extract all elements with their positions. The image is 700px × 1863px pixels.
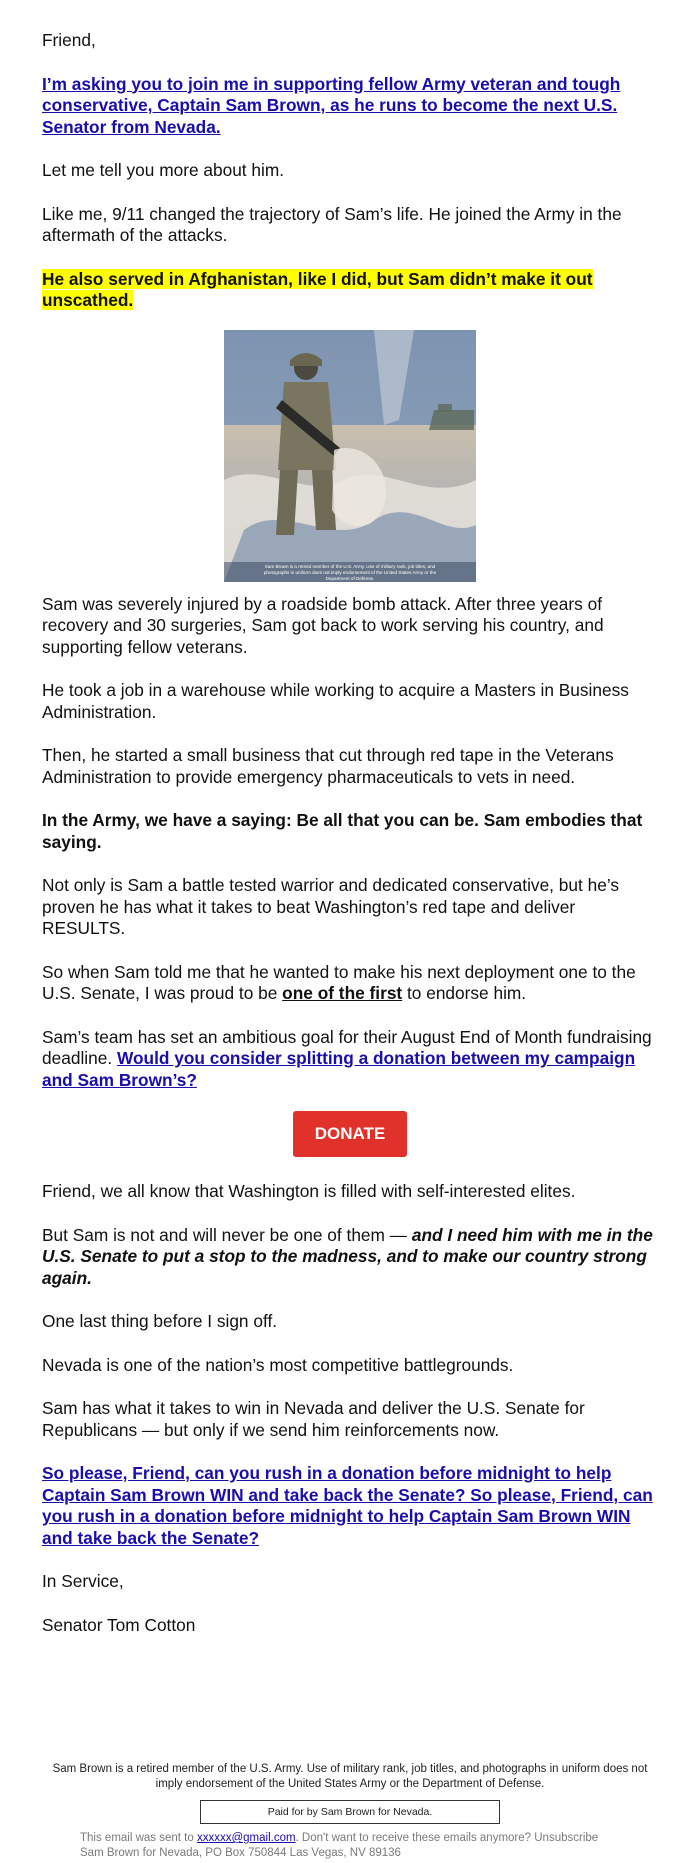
email-footer	[42, 1762, 658, 1861]
svg-text:Department of Defense.: Department of Defense.	[325, 575, 375, 581]
business-paragraph: Then, he started a small business that cut through red tape in the Veterans Administration to provide emergency pharmaceuticals to vets in need.	[42, 745, 614, 787]
split-donation-link[interactable]: Would you consider splitting a donation between my campaign and Sam Brown’s?	[42, 1048, 636, 1090]
warehouse-paragraph: He took a job in a warehouse while working to acquire a Masters in Business Administration.	[42, 680, 629, 722]
afghanistan-highlight: He also served in Afghanistan, like I did, but Sam didn’t make it out unscathed.	[42, 268, 593, 310]
signoff: In Service,	[42, 1571, 124, 1591]
sam-brown-photo	[224, 330, 476, 582]
not-only-paragraph: Not only is Sam a battle tested warrior and dedicated conservative, but he’s proven he has what it takes to beat Washington’s red tape and deliver RESULTS.	[42, 875, 619, 938]
injured-paragraph: Sam was severely injured by a roadside bomb attack. After three years of recovery and 30 surgeries, Sam got back to work serving his country, and supporting fellow veterans.	[42, 593, 604, 657]
unsubscribe-text[interactable]: . Don't want to receive these emails anymore? Unsubscribe	[295, 1832, 599, 1844]
intro-paragraph	[42, 74, 658, 139]
nine-eleven-paragraph: Like me, 9/11 changed the trajectory of Sam’s life. He joined the Army in the aftermath of the attacks.	[42, 203, 622, 245]
madness-emphasis: and I need him with me in the U.S. Senate to put a stop to the madness, and to make our country strong again.	[42, 1224, 653, 1288]
endorse-paragraph	[42, 962, 658, 1005]
army-saying-paragraph: In the Army, we have a saying: Be all that you can be. Sam embodies that saying.	[42, 810, 643, 852]
soldier-photo-image	[224, 330, 476, 582]
nevada-paragraph: Nevada is one of the nation’s most competitive battlegrounds.	[42, 1354, 514, 1375]
afghanistan-paragraph	[42, 269, 658, 312]
mailing-address: Sam Brown for Nevada, PO Box 750844 Las Vegas, NV 89136	[80, 1847, 401, 1859]
donate-button-row	[42, 1111, 658, 1157]
intro-donate-link[interactable]: I’m asking you to join me in supporting fellow Army veteran and tough conservative, Captain Sam Brown, as he runs to become the next U.S. Senator from Nevada.	[42, 73, 621, 137]
tell-more-paragraph: Let me tell you more about him.	[42, 160, 285, 180]
greeting: Friend,	[42, 30, 96, 50]
endorse-text-before: So when Sam told me that he wanted to make his next deployment one to the U.S. Senate, I was proud to be	[42, 961, 636, 1003]
paid-for-box: Paid for by Sam Brown for Nevada.	[200, 1800, 500, 1824]
sent-to-prefix: This email was sent to	[80, 1832, 197, 1844]
elites-paragraph: Friend, we all know that Washington is filled with self-interested elites.	[42, 1181, 576, 1201]
final-donate-link[interactable]: So please, Friend, can you rush in a donation before midnight to help Captain Sam Brown WIN and take back the Senate? So please, Friend, can you rush in a donation before midnight to help Captain Sam Brown WIN and take back the Senate?	[42, 1463, 653, 1548]
goal-text: Sam’s team has set an ambitious goal for their August End of Month fundraising deadline.	[42, 1026, 652, 1068]
endorse-text-after: to endorse him.	[402, 983, 527, 1003]
madness-text: But Sam is not and will never be one of them —	[42, 1224, 412, 1245]
win-paragraph: Sam has what it takes to win in Nevada and deliver the U.S. Senate for Republicans — but only if we send him reinforcements now.	[42, 1398, 585, 1440]
recipient-email-link[interactable]: xxxxxx@gmail.com	[196, 1832, 296, 1844]
signature: Senator Tom Cotton	[42, 1614, 196, 1635]
donate-button[interactable]: DONATE	[293, 1111, 407, 1157]
final-appeal-paragraph	[42, 1463, 658, 1549]
unsubscribe-line	[42, 1831, 658, 1846]
svg-text:photographs in uniform does no: photographs in uniform does not imply endorsement of the United States Army or the	[263, 569, 437, 575]
email-body	[42, 30, 658, 1658]
madness-paragraph	[42, 1225, 658, 1290]
svg-text:Sam Brown is a retired member: Sam Brown is a retired member of the U.S. Army. Use of military rank, job titles, and	[264, 563, 436, 569]
last-thing-paragraph: One last thing before I sign off.	[42, 1311, 278, 1331]
goal-paragraph	[42, 1027, 658, 1092]
one-of-the-first: one of the first	[282, 983, 403, 1003]
footer-disclaimer: Sam Brown is a retired member of the U.S. Army. Use of military rank, job titles, and photographs in uniform does not imply endorsement of the United States Army or the Department of Defense.	[52, 1763, 648, 1790]
